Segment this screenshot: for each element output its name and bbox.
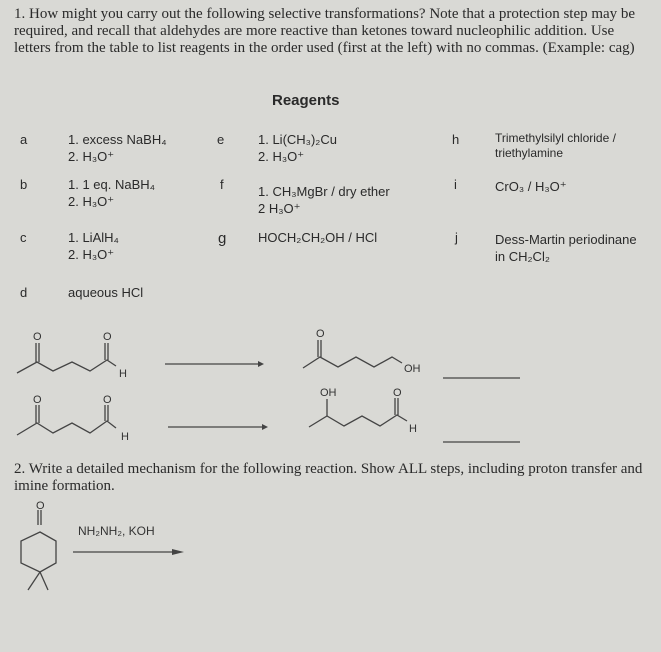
- atom-label: O: [103, 331, 112, 343]
- atom-label: O: [33, 331, 42, 343]
- reagent-line: aqueous HCl: [68, 285, 144, 300]
- reagent-letter: e: [217, 132, 225, 147]
- reagent-line: 1. CH₃MgBr / dry ether: [258, 184, 390, 199]
- keto-aldehyde-structure-1: [17, 331, 127, 380]
- reagent-letter: j: [455, 230, 458, 245]
- reagent-letter: f: [220, 177, 224, 192]
- reagent-line: triethylamine: [495, 146, 564, 160]
- atom-label: O: [316, 328, 325, 340]
- atom-label: H: [121, 431, 129, 443]
- reagent-line: 1. excess NaBH₄: [68, 132, 167, 147]
- question-1-text: 1. How might you carry out the following selective transformations? Note that a protection step may be required, and recall that aldehydes are more reactive than ketones toward nucleophilic addition. Use letters from the table to list reagents in the order used (first at the left) with no commas. (Example: cag): [14, 6, 636, 56]
- atom-label: O: [33, 394, 42, 406]
- reagent-letter: b: [20, 177, 28, 192]
- keto-alcohol-product: [303, 328, 421, 375]
- reagents-table-title: Reagents: [272, 92, 340, 109]
- reagent-letter: d: [20, 285, 28, 300]
- reagent-line: CrO₃ / H₃O⁺: [495, 179, 567, 194]
- reagent-line: 2. H₃O⁺: [258, 149, 305, 164]
- reagent-line: 2 H₃O⁺: [258, 201, 301, 216]
- reaction-reagent: NH₂NH₂, KOH: [78, 524, 155, 538]
- reagent-line: 1. LiAlH₄: [68, 230, 119, 245]
- reagent-line: Dess-Martin periodinane: [495, 232, 637, 247]
- atom-label: H: [119, 368, 127, 380]
- reagent-letter: h: [452, 132, 460, 147]
- atom-label: O: [393, 387, 402, 399]
- question-2-text: 2. Write a detailed mechanism for the following reaction. Show ALL steps, including proton transfer and imine formation.: [14, 461, 643, 494]
- atom-label: O: [36, 500, 45, 512]
- atom-label: OH: [404, 363, 421, 375]
- reagent-line: HOCH₂CH₂OH / HCl: [258, 230, 378, 245]
- reagent-letter: a: [20, 132, 28, 147]
- reagent-line: 2. H₃O⁺: [68, 247, 115, 262]
- dimethylcyclohexanone-structure: [21, 500, 56, 590]
- reagent-line: in CH₂Cl₂: [495, 249, 550, 264]
- keto-aldehyde-structure-2: [17, 394, 129, 443]
- reagent-letter: g: [218, 230, 227, 247]
- atom-label: OH: [320, 387, 337, 399]
- reagent-letter: c: [20, 230, 27, 245]
- atom-label: H: [409, 423, 417, 435]
- atom-label: O: [103, 394, 112, 406]
- reagent-line: 2. H₃O⁺: [68, 194, 115, 209]
- reagent-letter: i: [454, 177, 457, 192]
- reagent-line: 1. 1 eq. NaBH₄: [68, 177, 155, 192]
- hydroxy-aldehyde-product: [309, 387, 417, 435]
- reagent-line: 1. Li(CH₃)₂Cu: [258, 132, 337, 147]
- reagent-line: 2. H₃O⁺: [68, 149, 115, 164]
- reagent-line: Trimethylsilyl chloride /: [495, 131, 616, 145]
